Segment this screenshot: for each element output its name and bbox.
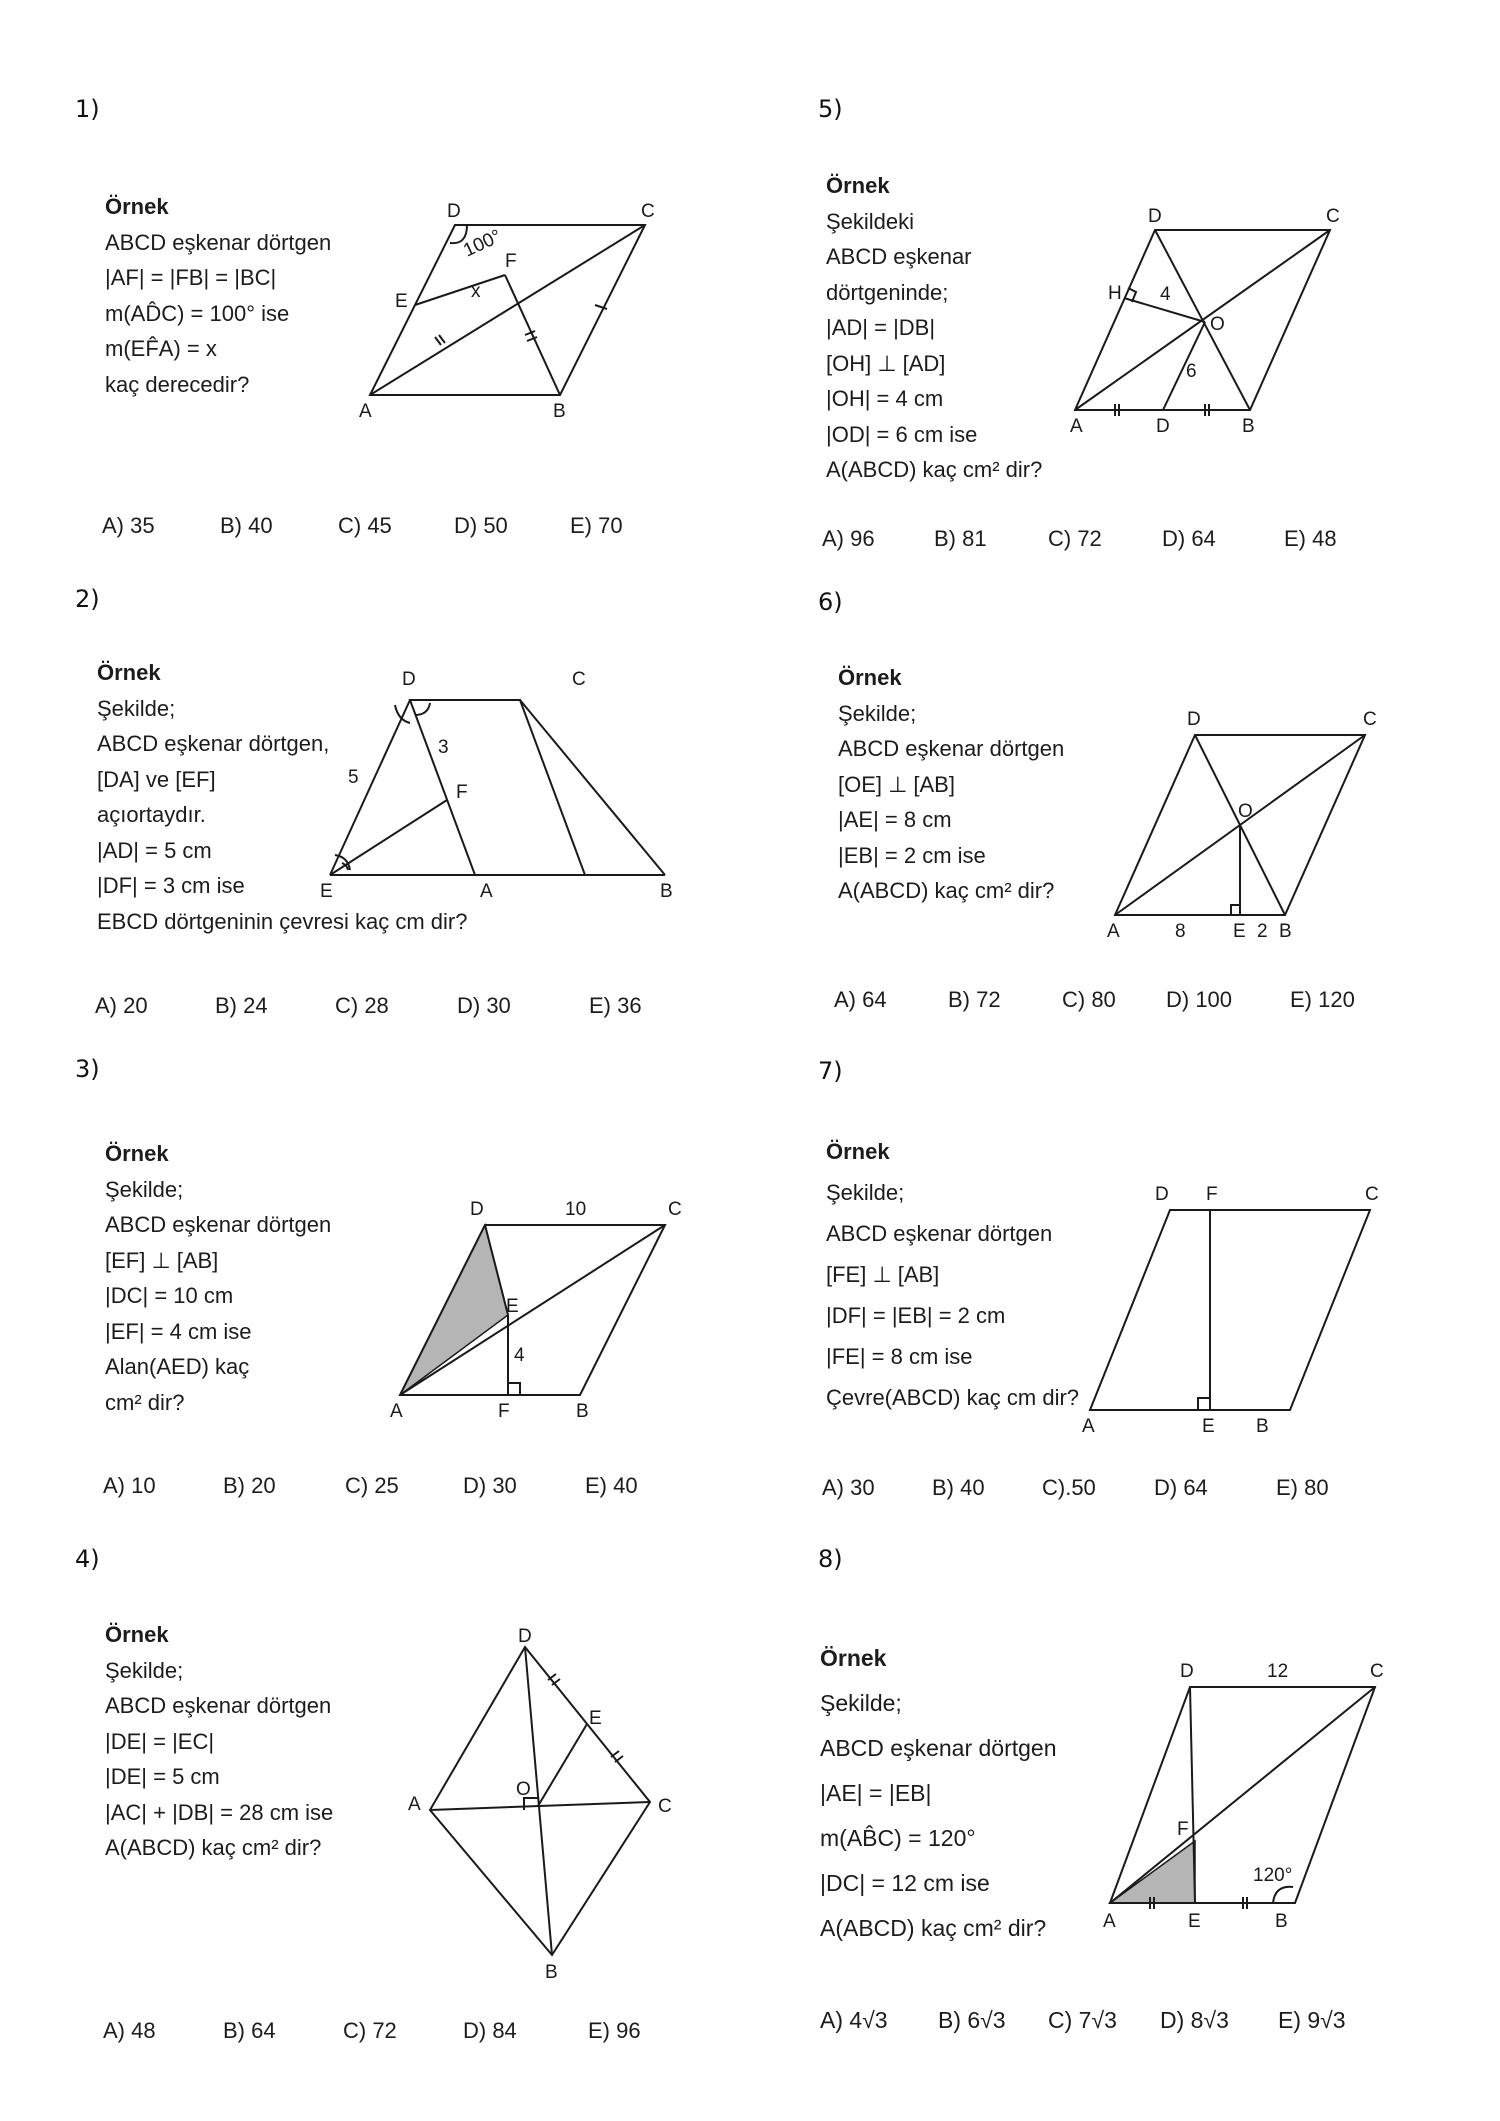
question-line: ABCD eşkenar dörtgen, <box>97 731 330 756</box>
label-a: A <box>1103 1911 1116 1932</box>
question-line: |AE| = 8 cm <box>838 807 952 832</box>
label-c: C <box>572 669 586 690</box>
label-b: B <box>660 881 673 902</box>
option-e[interactable]: E) 80 <box>1276 1475 1329 1500</box>
option-d[interactable]: D) 30 <box>463 1473 517 1498</box>
question-line: |DE| = |EC| <box>105 1728 215 1754</box>
option-b[interactable]: B) 20 <box>223 1473 276 1498</box>
label-5: 5 <box>348 767 359 788</box>
option-a[interactable]: A) 96 <box>822 526 875 551</box>
tick-mark <box>439 335 445 343</box>
label-a: A <box>1082 1416 1095 1437</box>
question-line: |AF| = |FB| = |BC| <box>105 265 277 290</box>
label-c: C <box>1363 709 1377 730</box>
diagonal-ac <box>400 1225 665 1395</box>
question-line: ABCD eşkenar <box>826 244 972 269</box>
label-e: E <box>1202 1416 1215 1437</box>
label-4: 4 <box>1160 284 1171 305</box>
option-b[interactable]: B) 81 <box>934 526 987 551</box>
right-angle-mark <box>1231 905 1240 915</box>
option-e[interactable]: E) 40 <box>585 1473 638 1498</box>
label-o: O <box>516 1779 531 1800</box>
question-line: cm² dir? <box>105 1389 185 1415</box>
question-text <box>820 1636 1057 1951</box>
label-e: E <box>1233 921 1246 942</box>
label-c: C <box>641 201 655 222</box>
rhombus-figure <box>320 665 680 902</box>
label-f: F <box>1177 1819 1189 1840</box>
question-line: m(AD̂C) = 100° ise <box>105 300 290 326</box>
question-text <box>826 168 1042 488</box>
label-6: 6 <box>1186 361 1197 382</box>
question-line: |EF| = 4 cm ise <box>105 1318 252 1344</box>
option-e[interactable]: E) 9√3 <box>1278 2007 1346 2033</box>
question-line: [FE] ⊥ [AB] <box>826 1262 940 1287</box>
label-b: B <box>545 1962 558 1983</box>
question-line: |DE| = 5 cm <box>105 1764 220 1789</box>
question-line: Şekilde; <box>820 1690 902 1716</box>
example-title: Örnek <box>826 173 890 198</box>
label-e: E <box>589 1708 602 1729</box>
question-line: [OH] ⊥ [AD] <box>826 350 946 376</box>
rhombus-outline <box>1090 1210 1370 1410</box>
label-d: D <box>402 669 416 690</box>
label-e: E <box>395 291 408 312</box>
option-c[interactable]: C) 45 <box>338 513 392 538</box>
question-number: 6) <box>818 588 843 616</box>
question-line: [DA] ve [EF] <box>97 766 216 792</box>
right-angle-mark <box>1198 1398 1210 1410</box>
option-a[interactable]: A) 20 <box>95 993 148 1018</box>
option-b[interactable]: B) 40 <box>220 513 273 538</box>
question-line: |EB| = 2 cm ise <box>838 842 986 868</box>
option-a[interactable]: A) 48 <box>103 2018 156 2043</box>
option-c[interactable]: C).50 <box>1042 1475 1096 1500</box>
example-title: Örnek <box>97 660 161 685</box>
label-a: A <box>1107 921 1120 942</box>
label-8: 8 <box>1175 921 1186 942</box>
question-line: |OH| = 4 cm <box>826 386 944 411</box>
option-b[interactable]: B) 72 <box>948 987 1001 1012</box>
label-angle: 120° <box>1253 1865 1293 1886</box>
label-o: O <box>1238 801 1253 822</box>
option-a[interactable]: A) 30 <box>822 1475 875 1500</box>
label-c: C <box>668 1199 682 1220</box>
segment-fb <box>505 275 560 395</box>
question-line: Şekildeki <box>826 208 915 234</box>
label-e: E <box>1188 1911 1201 1932</box>
question-line: |DF| = 3 cm ise <box>97 873 245 898</box>
label-d2: D <box>1156 416 1170 437</box>
label-a: A <box>408 1794 421 1815</box>
question-line: ABCD eşkenar dörtgen <box>105 1212 332 1237</box>
question-text <box>105 189 331 402</box>
question-number: 2) <box>75 585 100 613</box>
rhombus-figure <box>400 1626 680 1992</box>
question-line: ABCD eşkenar dörtgen <box>826 1221 1053 1246</box>
option-b[interactable]: B) 40 <box>932 1475 985 1500</box>
question-line: |AD| = |DB| <box>826 315 936 340</box>
option-c[interactable]: C) 25 <box>345 1473 399 1498</box>
question-line: |DC| = 12 cm ise <box>820 1870 990 1896</box>
label-a: A <box>1070 416 1083 437</box>
label-b: B <box>1279 921 1292 942</box>
question-number: 5) <box>818 95 843 123</box>
label-d: D <box>1148 206 1162 227</box>
question-line: ABCD eşkenar dörtgen <box>105 229 332 255</box>
option-c[interactable]: C) 72 <box>343 2018 397 2043</box>
right-angle-mark <box>508 1383 520 1395</box>
question-line: |AC| + |DB| = 28 cm ise <box>105 1799 334 1825</box>
example-title: Örnek <box>820 1645 887 1671</box>
rhombus-figure <box>1060 200 1380 440</box>
example-title: Örnek <box>105 194 169 219</box>
label-c: C <box>1365 1184 1379 1205</box>
question-line: m(EF̂A) = x <box>105 336 217 361</box>
label-b: B <box>1242 416 1255 437</box>
question-line: A(ABCD) kaç cm² dir? <box>820 1915 1047 1941</box>
label-x: x <box>471 281 481 302</box>
label-angle: 100° <box>460 225 505 262</box>
option-a[interactable]: A) 64 <box>834 987 887 1012</box>
label-d: D <box>470 1199 484 1220</box>
label-e: E <box>320 881 333 902</box>
option-e[interactable]: E) 120 <box>1290 987 1355 1012</box>
question-line: Şekilde; <box>838 700 917 726</box>
label-b: B <box>1256 1416 1269 1437</box>
example-title: Örnek <box>105 1622 169 1647</box>
option-e[interactable]: E) 36 <box>589 993 642 1018</box>
label-b: B <box>553 401 566 422</box>
question-line: |AE| = |EB| <box>820 1780 932 1806</box>
label-f: F <box>456 782 468 803</box>
label-f: F <box>1206 1184 1218 1205</box>
rhombus-figure <box>1095 1655 1415 1935</box>
question-line: |DF| = |EB| = 2 cm <box>826 1303 1006 1328</box>
option-d[interactable]: D) 64 <box>1162 526 1216 551</box>
label-a: A <box>480 881 493 902</box>
label-o: O <box>1210 314 1225 335</box>
rhombus-figure <box>1070 1185 1390 1435</box>
question-text <box>838 660 1064 909</box>
question-text <box>826 1131 1079 1418</box>
example-title: Örnek <box>105 1141 169 1166</box>
question-number: 4) <box>75 1545 100 1573</box>
label-d: D <box>1187 709 1201 730</box>
question-line: A(ABCD) kaç cm² dir? <box>105 1835 322 1860</box>
question-line: m(AB̂C) = 120° <box>820 1825 976 1851</box>
question-number: 8) <box>818 1545 843 1573</box>
option-a[interactable]: A) 35 <box>102 513 155 538</box>
option-d[interactable]: D) 50 <box>454 513 508 538</box>
question-line: Şekilde; <box>97 695 176 721</box>
example-title: Örnek <box>838 665 902 690</box>
question-line: |OD| = 6 cm ise <box>826 421 978 447</box>
segment-oe <box>538 1724 587 1806</box>
question-line: ABCD eşkenar dörtgen <box>820 1735 1057 1761</box>
label-f: F <box>505 251 517 272</box>
option-d[interactable]: D) 100 <box>1166 987 1233 1012</box>
option-b[interactable]: B) 6√3 <box>938 2007 1006 2033</box>
option-d[interactable]: D) 84 <box>463 2018 517 2043</box>
rhombus-figure <box>390 1195 710 1422</box>
label-b: B <box>576 1401 589 1422</box>
segment-dd <box>1163 322 1205 410</box>
question-line: kaç derecedir? <box>105 371 250 397</box>
label-h: H <box>1108 283 1122 304</box>
option-e[interactable]: E) 96 <box>588 2018 641 2043</box>
option-d[interactable]: D) 30 <box>457 993 511 1018</box>
option-a[interactable]: A) 10 <box>103 1473 156 1498</box>
question-line: dörtgeninde; <box>826 279 949 305</box>
label-d: D <box>518 1626 532 1647</box>
label-b: B <box>1275 1911 1288 1932</box>
tick-mark <box>435 337 441 345</box>
question-number: 7) <box>818 1057 843 1085</box>
label-f: F <box>498 1401 510 1422</box>
option-d[interactable]: D) 8√3 <box>1160 2007 1229 2033</box>
label-c: C <box>1326 206 1340 227</box>
question-line: Çevre(ABCD) kaç cm dir? <box>826 1385 1080 1410</box>
angle-arc <box>1273 1887 1293 1903</box>
question-line: |DC| = 10 cm <box>105 1283 234 1308</box>
question-number: 3) <box>75 1055 100 1083</box>
question-line: A(ABCD) kaç cm² dir? <box>838 878 1055 903</box>
label-4: 4 <box>514 1345 525 1366</box>
option-b[interactable]: B) 64 <box>223 2018 276 2043</box>
example-title: Örnek <box>826 1139 890 1164</box>
label-12: 12 <box>1267 1661 1289 1682</box>
option-b[interactable]: B) 24 <box>215 993 268 1018</box>
question-line: Şekilde; <box>105 1657 184 1683</box>
label-d: D <box>1155 1184 1169 1205</box>
label-d: D <box>447 201 461 222</box>
rhombus-figure <box>1095 705 1415 945</box>
angle-arc <box>395 705 410 723</box>
question-line: Şekilde; <box>105 1176 184 1202</box>
diagonal-db <box>1155 230 1250 410</box>
option-d[interactable]: D) 64 <box>1154 1475 1208 1500</box>
option-c[interactable]: C) 28 <box>335 993 389 1018</box>
question-line: [EF] ⊥ [AB] <box>105 1247 219 1273</box>
option-e[interactable]: E) 70 <box>570 513 623 538</box>
label-e: E <box>506 1296 519 1317</box>
option-c[interactable]: C) 7√3 <box>1048 2007 1117 2033</box>
side-cb <box>520 700 665 875</box>
label-a: A <box>390 1401 403 1422</box>
diagonal-db <box>525 1647 552 1955</box>
label-3: 3 <box>438 737 449 758</box>
question-line: Şekilde; <box>826 1180 905 1205</box>
rhombus-figure <box>355 195 675 435</box>
label-10: 10 <box>565 1199 587 1220</box>
label-d: D <box>1180 1661 1194 1682</box>
question-text <box>105 1617 333 1866</box>
question-text <box>105 1136 331 1420</box>
question-line: |FE| = 8 cm ise <box>826 1344 973 1369</box>
question-line: Alan(AED) kaç <box>105 1354 250 1379</box>
question-number: 1) <box>75 95 100 123</box>
question-line: [OE] ⊥ [AB] <box>838 771 955 797</box>
rhombus-outline <box>410 700 585 875</box>
option-e[interactable]: E) 48 <box>1284 526 1337 551</box>
question-line: EBCD dörtgeninin çevresi kaç cm dir? <box>97 908 468 934</box>
option-a[interactable]: A) 4√3 <box>820 2007 888 2033</box>
question-line: A(ABCD) kaç cm² dir? <box>826 457 1043 482</box>
label-2: 2 <box>1257 921 1268 942</box>
label-c: C <box>1370 1661 1384 1682</box>
question-line: açıortaydır. <box>97 802 206 827</box>
angle-arc <box>415 703 430 715</box>
label-a: A <box>359 401 372 422</box>
question-line: |AD| = 5 cm <box>97 837 212 863</box>
option-c[interactable]: C) 72 <box>1048 526 1102 551</box>
option-c[interactable]: C) 80 <box>1062 987 1116 1012</box>
question-line: ABCD eşkenar dörtgen <box>838 736 1065 761</box>
label-c: C <box>658 1796 672 1817</box>
question-line: ABCD eşkenar dörtgen <box>105 1693 332 1718</box>
